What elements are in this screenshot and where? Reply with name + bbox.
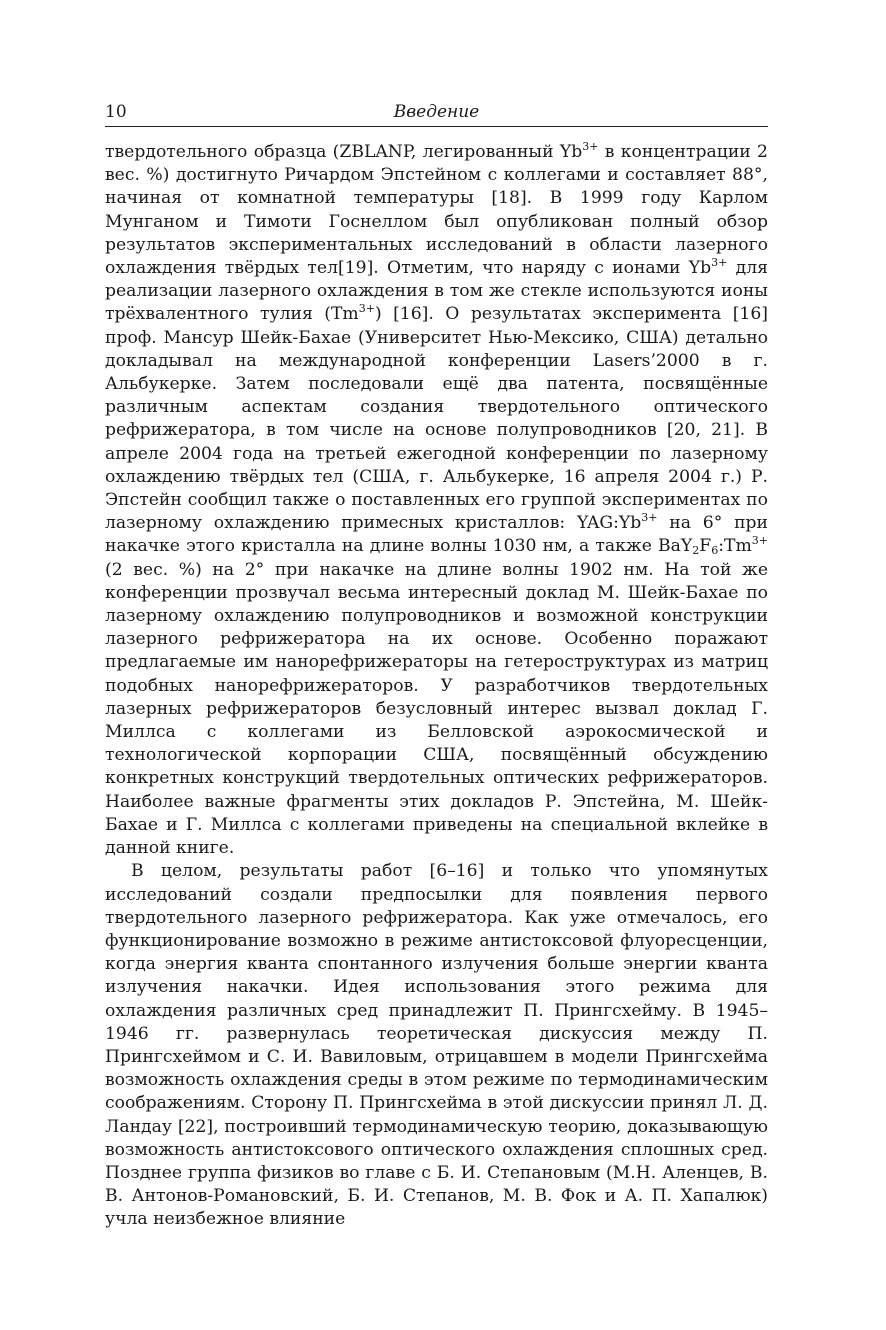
text-run: для реализации лазерного охлаждения в том же стекле используются ионы трёхвалентного тулия (Tm bbox=[105, 258, 768, 325]
text-run: твердотельного образца (ZBLANP, легированный Yb bbox=[105, 142, 583, 162]
superscript: 3+ bbox=[641, 511, 658, 525]
superscript: 3+ bbox=[358, 302, 375, 316]
page-number: 10 bbox=[105, 102, 127, 122]
text-run: F bbox=[699, 536, 712, 557]
text-run: ) [16]. О результатах эксперимента [16] проф. Мансур Шейк-Бахае (Университет Нью-Мексико, США) детально докладывал на международной конференции Lasers’2000 в г. Альбукерке. Затем последовали ещё два патента, посвящённые различным аспектам создания твердотельного оптического рефрижератора, в том числе на основе полупроводников [20, 21]. В апреле 2004 года на третьей ежегодной конференции по лазерному охлаждению твёрдых тел (США, г. Альбукерке, 16 апреля 2004 г.) Р. Эпстейн сообщил также о поставленных его группой экспериментах по лазерному охлаждению примесных кристаллов: YAG:Yb bbox=[105, 304, 768, 534]
subscript: 6 bbox=[711, 544, 719, 558]
text-run: (2 вес. %) на 2° при накачке на длине волны 1902 нм. На той же конференции прозвучал весьма интересный доклад М. Шейк-Бахае по лазерному охлаждению полупроводников и возможной конструкции лазерного рефрижератора на их основе. Особенно поражают предлагаемые им нанорефрижераторы на гетероструктурах из матриц подобных нанорефрижераторов. У разработчиков твердотельных лазерных рефрижераторов безусловный интерес вызвал доклад Г. Миллса с коллегами из Белловской аэрокосмической и технологической корпорации США, посвящённый обсуждению конкретных конструкций твердотельных оптических рефрижераторов. Наиболее важные фрагменты этих докладов Р. Эпстейна, М. Шейк-Бахае и Г. Миллса с коллегами приведены на специальной вклейке в данной книге. bbox=[105, 559, 768, 859]
body-text bbox=[105, 141, 768, 1232]
superscript: 3+ bbox=[751, 534, 768, 548]
page-header bbox=[105, 96, 768, 127]
text-run: В целом, результаты работ [6–16] и только что упомянутых исследований создали предпосылки для появления первого твердотельного лазерного рефрижератора. Как уже отмечалось, его функционирование возможно в режиме антистоксовой флуоресценции, когда энергия кванта спонтанного излучения больше энергии кванта излучения накачки. Идея использования этого режима для охлаждения различных сред принадлежит П. Прингсхейму. В 1945–1946 гг. развернулась теоретическая дискуссия между П. Прингсхеймом и С. И. Вавиловым, отрицавшем в модели Прингсхейма возможность охлаждения среды в этом режиме по термодинамическим соображениям. Сторону П. Прингсхейма в этой дискуссии принял Л. Д. Ландау [22], построивший термодинамическую теорию, доказывающую возможность антистоксового оптического охлаждения сплошных сред. Позднее группа физиков во главе с Б. И. Степановым (М.Н. Аленцев, В. В. Антонов-Романовский, Б. И. Степанов, М. В. Фок и А. П. Хапалюк) учла неизбежное влияние bbox=[105, 861, 768, 1230]
paragraph-1 bbox=[105, 141, 768, 860]
text-run: в концентрации 2 вес. %) достигнуто Ричардом Эпстейном с коллегами и составляет 88°, начиная от комнатной температуры [18]. В 1999 году Карлом Мунганом и Тимоти Госнеллом был опубликован полный обзор результатов экспериментальных исследований в области лазерного охлаждения твёрдых тел[19]. Отметим, что наряду с ионами Yb bbox=[105, 142, 768, 279]
book-page bbox=[105, 96, 768, 1232]
superscript: 3+ bbox=[711, 256, 728, 270]
paragraph-2 bbox=[105, 860, 768, 1231]
superscript: 3+ bbox=[582, 140, 599, 153]
subscript: 2 bbox=[692, 544, 700, 558]
text-run: :Tm bbox=[718, 536, 752, 557]
running-title: Введение bbox=[393, 102, 480, 122]
text-run: на 6° при накачке этого кристалла на длине волны 1030 нм, а также BaY bbox=[105, 513, 768, 557]
